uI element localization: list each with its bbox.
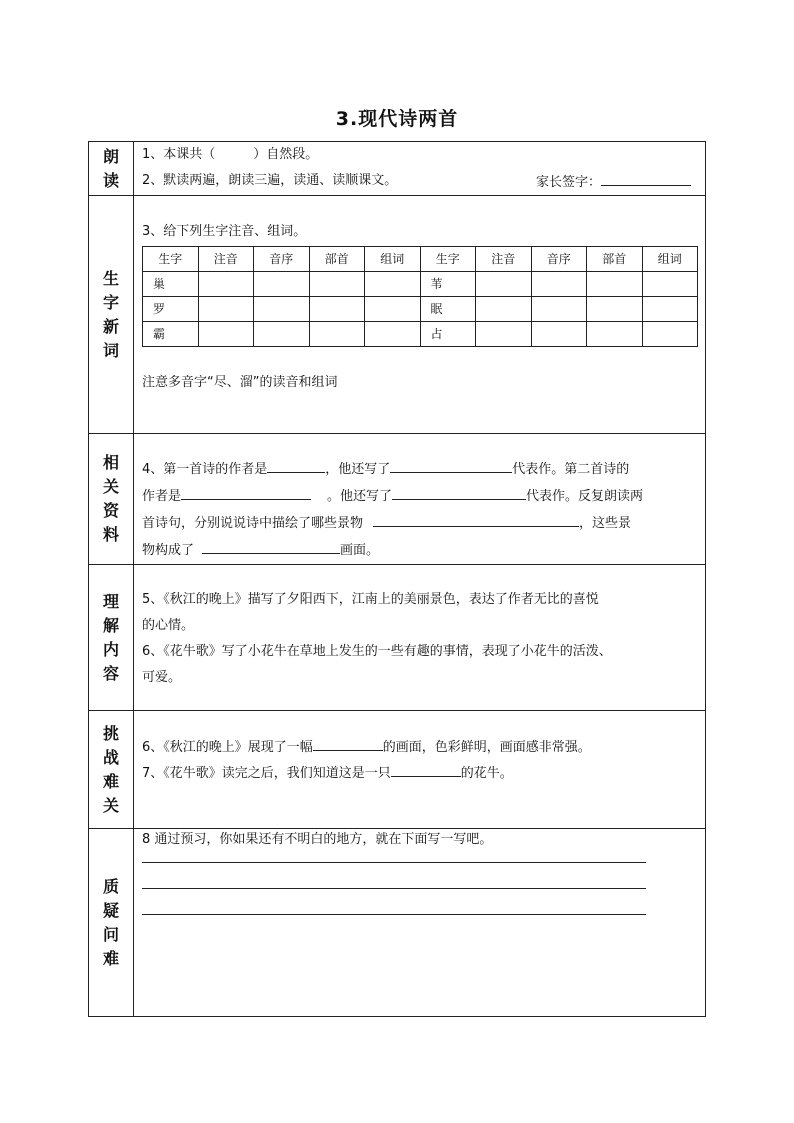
blank-cell[interactable] [365,272,421,297]
section-label-reading: 朗读 [89,142,134,196]
question-4-line-2: 作者是 。他还写了 代表作。反复朗读两 [142,483,697,510]
section-content-questions [134,829,706,1017]
section-content-reading [134,142,706,196]
writing-line[interactable] [142,863,646,889]
section-label-challenge: 挑战难关 [89,711,134,829]
blank-cell[interactable] [309,322,365,347]
section-label-new-words: 生字新词 [89,196,134,434]
question-3: 3、给下列生字注音、组词。 [142,224,307,239]
author-1-blank[interactable] [267,458,325,473]
scenery-blank[interactable] [373,512,579,527]
signature-blank[interactable] [601,171,691,186]
section-content-new-words [134,196,706,434]
section-info [89,434,706,565]
cow-type-blank[interactable] [391,762,461,777]
blank-cell[interactable] [531,297,587,322]
works-1-blank[interactable] [390,458,512,473]
section-questions [89,829,706,1017]
question-4-line-3: 首诗句，分别说说诗中描绘了哪些景物 ，这些景 [142,510,697,537]
writing-line[interactable] [142,850,646,863]
blank-cell[interactable] [365,297,421,322]
question-7: 7、《花牛歌》读完之后，我们知道这是一只 的花牛。 [142,761,697,787]
section-label-questions: 质疑问难 [89,829,134,1017]
page-title: 3.现代诗两首 [335,108,459,130]
blank-cell[interactable] [642,322,698,347]
blank-cell[interactable] [587,297,643,322]
question-8: 8 通过预习，你如果还有不明白的地方，就在下面写一写吧。 [142,832,493,847]
author-2-blank[interactable] [181,485,311,500]
blank-cell[interactable] [587,322,643,347]
question-4-line-1: 4、第一首诗的作者是 ，他还写了 代表作。第二首诗的 [142,456,697,483]
blank-cell[interactable] [365,322,421,347]
pinyin-table-header: 生字 注音 音序 部首 组词 生字 注音 音序 部首 组词 [143,247,698,272]
parent-signature: 家长签字： [536,171,691,193]
blank-cell[interactable] [198,322,254,347]
writing-line[interactable] [142,889,646,915]
section-challenge [89,711,706,829]
worksheet-table [88,141,706,1017]
section-content-understanding: 5、《秋江的晚上》描写了夕阳西下，江南上的美丽景色，表达了作者无比的喜悦 的心情。 6、《花牛歌》写了小花牛在草地上发生的一些有趣的事情，表现了小花牛的活泼、 可爱。 [134,565,706,711]
question-6: 6、《秋江的晚上》展现了一幅 的画面，色彩鲜明，画面感非常强。 [142,735,697,761]
question-1: 1、本课共（ ）自然段。 [142,147,319,162]
picture-blank[interactable] [202,539,340,554]
pinyin-table [142,246,698,347]
section-content-challenge [134,711,706,829]
question-4-line-4: 物构成了 画面。 [142,537,697,564]
picture-type-blank[interactable] [313,736,383,751]
section-understanding [89,565,706,711]
polyphonic-note: 注意多音字“尽、溜”的读音和组词 [142,375,338,390]
blank-cell[interactable] [476,322,532,347]
blank-cell[interactable] [198,297,254,322]
blank-cell[interactable] [309,272,365,297]
section-new-words [89,196,706,434]
section-content-info [134,434,706,565]
works-2-blank[interactable] [392,485,526,500]
section-label-understanding: 理解内容 [89,565,134,711]
blank-cell[interactable] [254,297,310,322]
blank-cell[interactable] [587,272,643,297]
table-row: 霸 占 [143,322,698,347]
section-label-info: 相关资料 [89,434,134,565]
blank-cell[interactable] [642,297,698,322]
blank-cell[interactable] [531,322,587,347]
blank-cell[interactable] [476,272,532,297]
blank-cell[interactable] [309,297,365,322]
blank-cell[interactable] [198,272,254,297]
blank-cell[interactable] [254,322,310,347]
blank-cell[interactable] [476,297,532,322]
table-row: 巢 苇 [143,272,698,297]
section-reading [89,142,706,196]
table-row: 罗 眠 [143,297,698,322]
blank-cell[interactable] [254,272,310,297]
blank-cell[interactable] [531,272,587,297]
blank-cell[interactable] [642,272,698,297]
question-2: 2、默读两遍，朗读三遍，读通、读顺课文。 家长签字： [142,171,697,191]
